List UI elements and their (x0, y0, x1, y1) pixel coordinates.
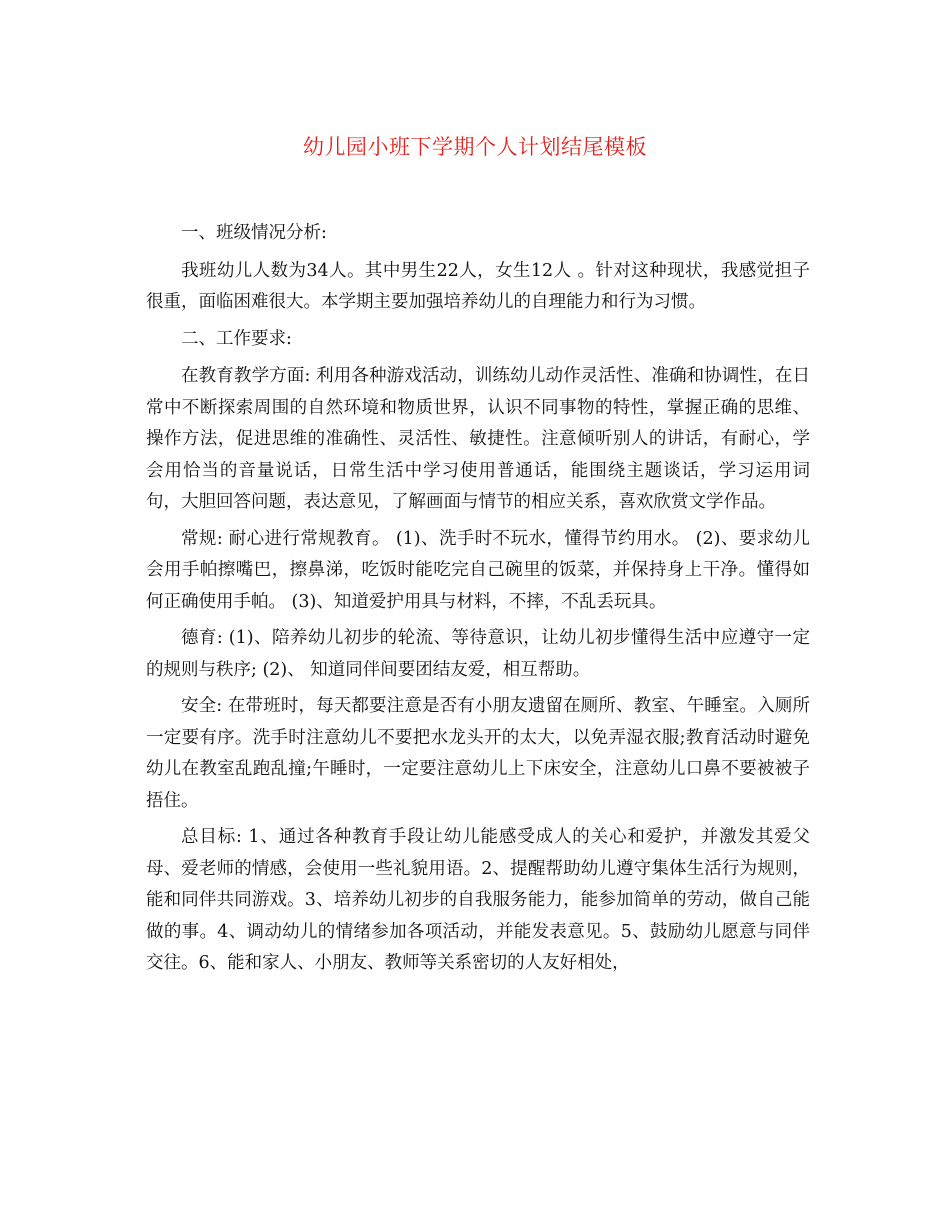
document-title: 幼儿园小班下学期个人计划结尾模板 (303, 135, 647, 159)
paragraph-moral-education: 德育: (1)、陪养幼儿初步的轮流、等待意识，让幼儿初步懂得生活中应遵守一定的规则与秩序; (2)、 知道同伴间要团结友爱，相互帮助。 (146, 628, 810, 680)
paragraph-class-situation: 我班幼儿人数为34人。其中男生22人，女生12人 。针对这种现状，我感觉担子很重，面临困难很大。本学期主要加强培养幼儿的自理能力和行为习惯。 (146, 260, 810, 312)
paragraph-routine: 常规: 耐心进行常规教育。 (1)、洗手时不玩水，懂得节约用水。 (2)、要求幼儿会用手帕擦嘴巴，擦鼻涕，吃饭时能吃完自己碗里的饭菜，并保持身上干净。懂得如何正确使用手帕。 (3)、知道爱护用具与材料，不摔，不乱丢玩具。 (146, 528, 810, 612)
section-heading-work-requirements: 二、工作要求: (181, 328, 292, 349)
section-heading-class-analysis: 一、班级情况分析: (181, 223, 327, 243)
document-body (146, 218, 810, 985)
paragraph-teaching: 在教育教学方面: 利用各种游戏活动，训练幼儿动作灵活性、准确和协调性，在日常中不断探索周围的自然环境和物质世界，认识不同事物的特性，掌握正确的思维、操作方法，促进思维的准确性、灵活性、敏捷性。注意倾听别人的讲话，有耐心，学会用恰当的音量说话，日常生活中学习使用普通话，能围绕主题谈话，学习运用词句，大胆回答问题，表达意见，了解画面与情节的相应关系，喜欢欣赏文学作品。 (146, 366, 810, 512)
paragraph-safety: 安全: 在带班时，每天都要注意是否有小朋友遗留在厕所、教室、午睡室。入厕所 一定要有序。洗手时注意幼儿不要把水龙头开的太大，以免弄湿衣服;教育活动时避免幼儿在教室乱跑乱撞;午睡时，一定要注意幼儿上下床安全，注意幼儿口鼻不要被被子捂住。 (146, 696, 810, 811)
paragraph-overall-goals: 总目标: 1、通过各种教育手段让幼儿能感受成人的关心和爱护，并激发其爱父母、爱老师的情感，会使用一些礼貌用语。2、提醒帮助幼儿遵守集体生活行为规则，能和同伴共同游戏。3、培养幼儿初步的自我服务能力，能参加简单的劳动，做自己能做的事。4、调动幼儿的情绪参加各项活动，并能发表意见。5、鼓励幼儿愿意与同伴交往。6、能和家人、小朋友、教师等关系密切的人友好相处， (146, 827, 810, 973)
